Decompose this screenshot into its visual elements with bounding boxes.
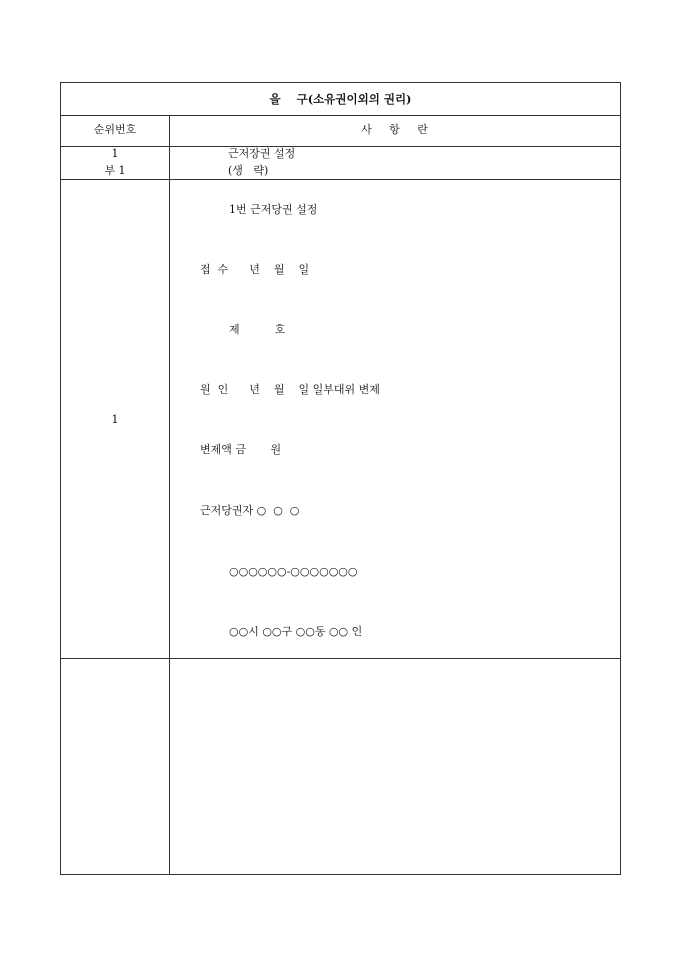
row2-line-number: 제 호: [229, 323, 286, 336]
matters-header: 사 항 란: [361, 123, 428, 136]
row2-line-id-number: ○○○○○○-○○○○○○○: [229, 565, 358, 578]
rank-number-header: 순위번호: [93, 123, 137, 136]
row2-line-entry: 1번 근저당권 설정: [229, 203, 318, 216]
row2-rank: 1: [111, 413, 119, 426]
header-divider: [61, 115, 620, 116]
row3-rank-cell: [61, 659, 169, 874]
row1-rank-main: 1: [111, 147, 119, 160]
section-title: 을 구(소유권이외의 권리): [269, 92, 412, 106]
row2-line-amount: 변제액 금 원: [200, 443, 282, 456]
row2-line-receipt: 접 수 년 월 일: [200, 263, 310, 276]
row2-line-holder: 근저당권자 ○ ○ ○: [200, 504, 300, 517]
row1-rank-sub: 부 1: [104, 164, 126, 177]
row1-content-line1: 근저장권 설정: [228, 147, 296, 160]
row1-divider: [61, 179, 620, 180]
row1-content-line2: (생 략): [228, 164, 269, 177]
row2-line-address: ○○시 ○○구 ○○동 ○○ 인: [229, 625, 363, 638]
register-form-table: [60, 82, 621, 875]
row2-line-cause: 원 인 년 월 일 일부대위 변제: [200, 383, 380, 396]
row3-content-cell: [170, 659, 620, 874]
